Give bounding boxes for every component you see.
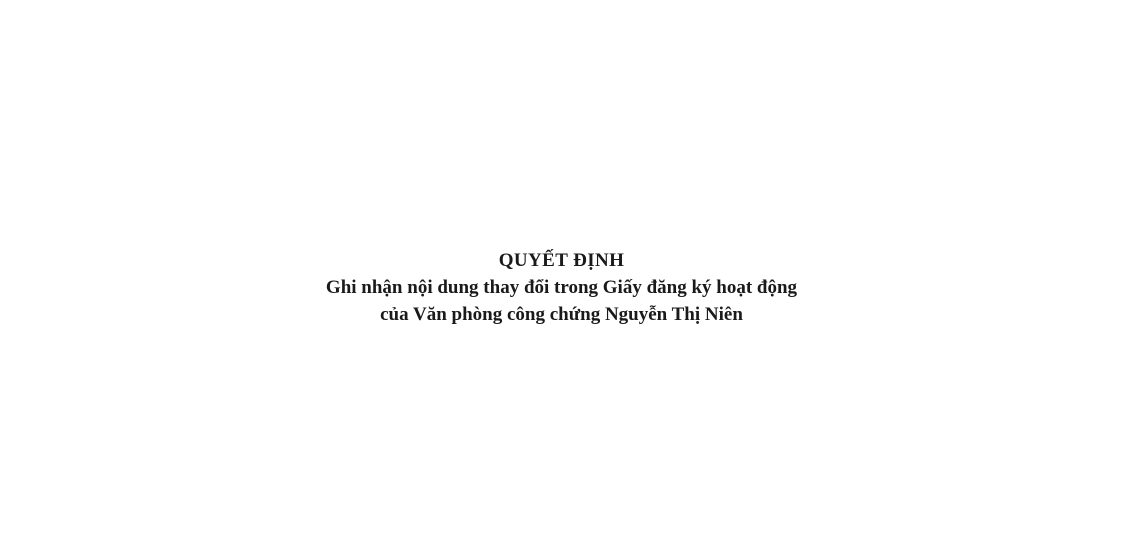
document-subtitle-line-1: Ghi nhận nội dung thay đổi trong Giấy đăng ký hoạt động xyxy=(325,277,798,298)
document-subtitle-line-2: của Văn phòng công chứng Nguyễn Thị Niên xyxy=(380,304,743,325)
document-title: QUYẾT ĐỊNH xyxy=(498,250,625,271)
document-heading-block xyxy=(0,248,1123,327)
